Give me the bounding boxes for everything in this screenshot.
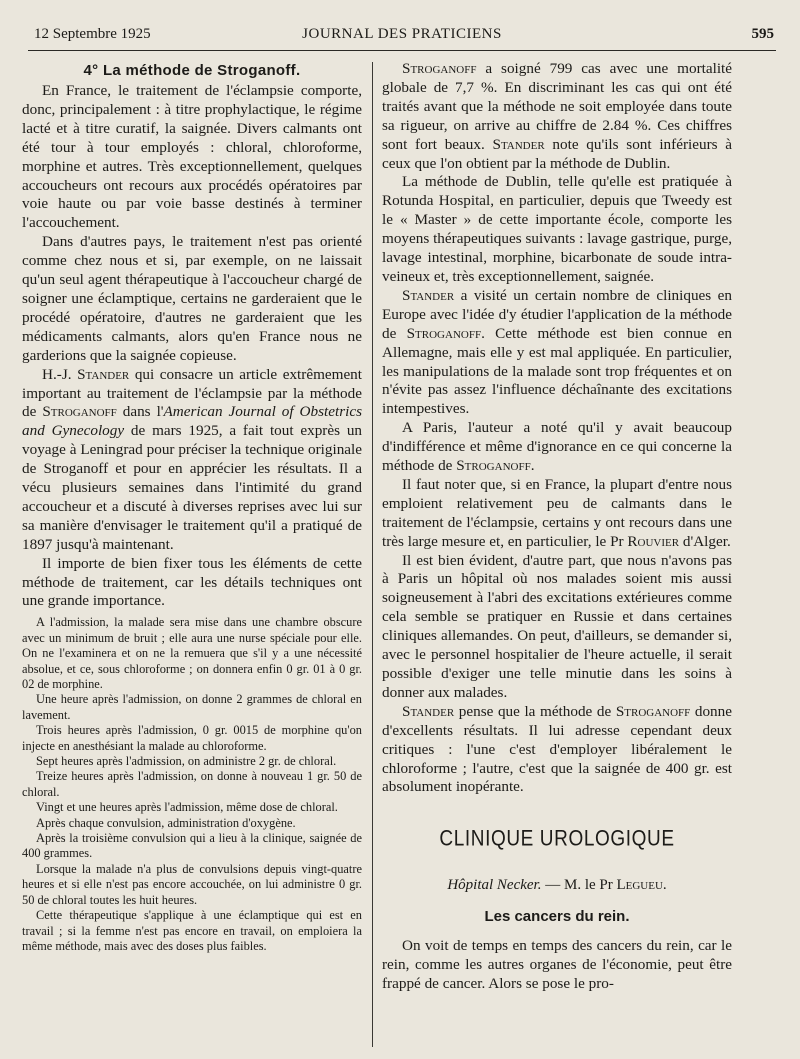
author-name: Stroganoff — [456, 457, 531, 475]
protocol-step: Une heure après l'admission, on donne 2 grammes de chloral en lavement. — [22, 692, 362, 722]
author-name: Rouvier — [627, 532, 680, 550]
text-run: dans l' — [116, 403, 164, 421]
hospital-name: Hôpital Necker. — [447, 877, 542, 894]
paragraph — [382, 703, 732, 798]
paragraph: Dans d'autres pays, le traitement n'est pas orienté comme chez nous et si, par exemple, on ne laissait qu'un seul agent thérapeutique à l'accoucheur chargé de soigner une éclamptique, certains ne garderaient que le procédé opératoire, d'autres ne garderaient que les médicaments calmants, alors qu'en France nous ne garderions que la saignée copieuse. — [22, 233, 362, 364]
paragraph: On voit de temps en temps des cancers du rein, car le rein, comme les autres organes de l'économie, peut être frappé de cancer. Alors se pose le pro- — [382, 937, 732, 993]
paragraph — [382, 287, 732, 419]
protocol-step: Lorsque la malade n'a plus de convulsions depuis vingt-quatre heures et si elle n'est pas encore accouchée, on lui administre 0 gr. 50 de chloral toutes les huit heures. — [22, 861, 362, 907]
section-heading-stroganoff: 4° La méthode de Stroganoff. — [83, 62, 301, 79]
author-name: Stroganoff — [406, 324, 482, 342]
left-column — [22, 60, 362, 954]
text-run: a soigné 799 cas avec une mortalité globale de 7,7 %. En discriminant les cas qui ont été traités avant que la méthode ne soit employée dans toute sa rigueur, on arrive au chiffre de 2.84 %. Ces chiffres sont fort beaux. — [382, 60, 732, 153]
paragraph — [382, 419, 732, 476]
author-name: Legueu — [616, 877, 663, 894]
page-number: 595 — [751, 26, 774, 42]
paragraph — [382, 60, 732, 173]
text-run: pense que la méthode de — [454, 702, 616, 720]
text-run: . — [662, 877, 667, 894]
author-name: Stroganoff — [615, 702, 691, 720]
author-name: Stroganoff — [402, 60, 477, 77]
text-run: donne d'excellents résultats. Il lui adresse cependant deux critiques : l'une c'est d'employer libéralement le chloroforme ; l'autre, c'est que la saignée de 400 gr. est absolument inopérante. — [382, 702, 732, 796]
journal-title: JOURNAL DES PRATICIENS — [302, 26, 502, 42]
text-run: . — [530, 457, 535, 475]
author-name: Stander — [492, 135, 545, 153]
text-run: a visité un certain nombre de cliniques en Europe avec l'idée d'y étudier l'application de la méthode de — [382, 286, 732, 342]
author-name: Stander — [77, 365, 130, 383]
text-run: de mars 1925, a fait tout exprès un voyage à Leningrad pour préciser la technique originale de Stroganoff et pour en apprécier les résultats. Il a vécu plusieurs semaines dans l'intimité du grand accoucheur et a discuté à diverses reprises avec lui sur sa manière d'envisager le traitement qu'il a pratiqué de 1897 jusqu'à maintenant. — [22, 422, 363, 553]
text-run: H.-J. — [42, 365, 78, 383]
article-subtitle: Les cancers du rein. — [484, 908, 630, 926]
section-title-clinique: CLINIQUE UROLOGIQUE — [439, 827, 675, 852]
paragraph: La méthode de Dublin, telle qu'elle est pratiquée à Rotunda Hospital, en particulier, depuis que Tweedy est le « Master » de cette importante école, comporte les moyens thérapeutiques suivants : lavage gastrique, purge, lavage intestinal, morphine, bicarbonate de soude intra-veineux et, très exceptionnellement, saignée. — [382, 173, 732, 285]
protocol-step: Cette thérapeutique s'applique à une éclamptique qui est en travail ; si la femme n'est pas encore en travail, on emploiera la même méthode, mais avec des doses plus faibles. — [22, 908, 362, 953]
text-run: A Paris, l'auteur a noté qu'il y avait beaucoup d'indifférence et même d'ignorance en ce qui concerne la méthode de — [382, 419, 732, 475]
paragraph — [382, 476, 732, 552]
right-column — [382, 60, 732, 994]
paragraph: Il est bien évident, d'autre part, que nous n'avons pas à Paris un hôpital où nos malades soient mis aussi soigneusement à l'abri des excitations extérieures comme cela semble se pratiquer en Russie et dans certaines cliniques allemandes. On peut, d'ailleurs, se demander si, avec le personnel hospitalier de l'heure actuelle, il serait possible d'exiger une telle minutie dans les soins à donner aux malades. — [382, 551, 732, 701]
text-run: d'Alger. — [679, 532, 731, 550]
page-header — [28, 22, 776, 51]
text-run: — M. le Pr — [541, 877, 617, 894]
text-run: Il faut noter que, si en France, la plupart d'entre nous emploient relativement peu de calmants dans le traitement de l'éclampsie, certains y ont recours dans une très large mesure et, en particulier, le Pr — [382, 475, 732, 550]
paragraph — [22, 366, 362, 555]
author-name: Stroganoff — [42, 403, 117, 421]
author-name: Stander — [402, 286, 455, 304]
protocol-step: A l'admission, la malade sera mise dans une chambre obscure avec un minimum de bruit ; elle aura une nurse spéciale pour elle. On ne l'examinera et on ne la remuera que s'il y a une nécessité absolue, et ce, sous chloroforme ; on donnera enfin 0 gr. 01 à 0 gr. 02 de morphine. — [22, 615, 362, 691]
text-run: qui consacre un article extrêmement important au traitement de l'éclampsie par la méthode de — [22, 365, 362, 421]
text-run: . Cette méthode est bien connue en Allemagne, mais elle y est mal appliquée. En particulier, les manipulations de la malade sont trop fréquentes et on n'évite pas assez l'influence déchaînante des excitations intempestives. — [382, 324, 732, 418]
protocol-step: Sept heures après l'admission, on administre 2 gr. de chloral. — [36, 754, 337, 769]
paragraph: Il importe de bien fixer tous les éléments de cette méthode de traitement, car les détails techniques ont une grande importance. — [22, 554, 362, 610]
protocol-step: Après chaque convulsion, administration d'oxygène. — [36, 815, 296, 830]
journal-citation: American Journal of Obstetrics and Gynecology — [22, 403, 362, 440]
author-name: Stander — [402, 702, 455, 720]
protocol-step: Trois heures après l'admission, 0 gr. 0015 de morphine qu'on injecte en anesthésiant la malade au chloroforme. — [22, 723, 362, 753]
protocol-step: Treize heures après l'admission, on donne à nouveau 1 gr. 50 de chloral. — [22, 769, 362, 799]
column-divider — [372, 62, 373, 1047]
paragraph: En France, le traitement de l'éclampsie comporte, donc, principalement : à titre prophylactique, le régime lacté et à titre curatif, la saignée. Divers calmants ont été tour à tour employés : chloral, chloroforme, morphine et autres. Très exceptionnellement, quelques accoucheurs ont recours aux procédés opératoires par voie haute ou par voie basse destinés à terminer l'accouchement. — [22, 82, 362, 232]
protocol-step: Après la troisième convulsion qui a lieu à la clinique, saignée de 400 grammes. — [22, 831, 362, 861]
text-run: note qu'ils sont inférieurs à ceux que l'on obtient par la méthode de Dublin. — [382, 135, 733, 172]
protocol-step: Vingt et une heures après l'admission, même dose de chloral. — [36, 800, 338, 815]
hospital-line — [382, 877, 732, 894]
issue-date: 12 Septembre 1925 — [34, 26, 151, 42]
